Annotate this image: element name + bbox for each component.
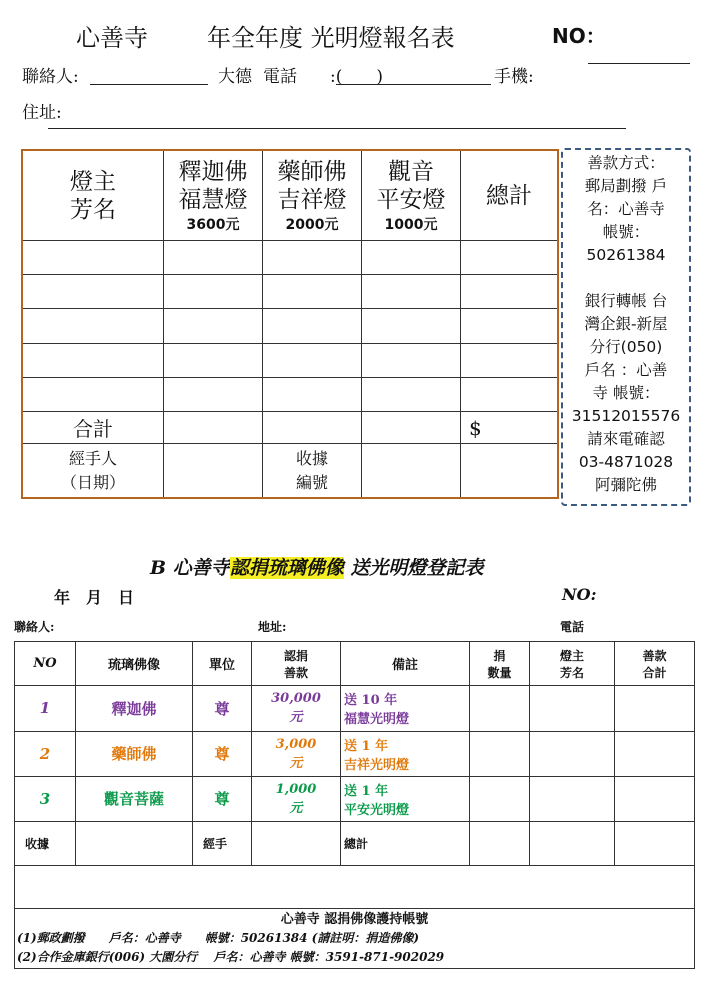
row-remark: 送 1 年 平安光明燈 [341, 776, 470, 821]
row-no: 3 [15, 776, 76, 821]
row-remark: 送 10 年 福慧光明燈 [341, 686, 470, 731]
donation-line: 帳號： [602, 223, 650, 241]
blank-row[interactable] [15, 866, 695, 908]
dollar-sign: $ [461, 411, 559, 443]
phone-label: 電話 [263, 67, 297, 87]
header-remark: 備註 [341, 642, 470, 686]
handler-label: 經手 [193, 822, 252, 866]
header-lamp-guanyin: 觀音 平安燈 1000元 [362, 150, 461, 241]
handler-row [22, 444, 558, 498]
row-unit: 尊 [193, 776, 252, 821]
form-number-field[interactable] [588, 63, 690, 64]
form2-contact-label: 聯絡人: [14, 620, 55, 634]
table-row[interactable] [22, 309, 558, 343]
form2-title: B 心善寺認捐琉璃佛像 送光明燈登記表 [150, 557, 484, 579]
row-unit: 尊 [193, 686, 252, 731]
row-statue: 觀音菩薩 [76, 776, 193, 821]
row-no: 1 [15, 686, 76, 731]
row-remark: 送 1 年 吉祥光明燈 [341, 731, 470, 776]
header-lamp-shakyamuni: 釋迦佛 福慧燈 3600元 [164, 150, 263, 241]
donation-line: 郵局劃撥 戶 [584, 177, 668, 195]
table-row[interactable] [15, 686, 695, 731]
table-row[interactable] [22, 343, 558, 377]
header-statue: 琉璃佛像 [76, 642, 193, 686]
header-donor: 燈主 芳名 [22, 150, 164, 241]
donation-line: 戶名 ：心善 [584, 361, 668, 379]
lamp-registration-table [21, 149, 559, 499]
dade-label: 大德 [218, 67, 252, 87]
header-pledge: 認捐 善款 [252, 642, 341, 686]
account-info-row [15, 908, 695, 968]
handler-label: 經手人 （日期） [22, 444, 164, 498]
subtotal-label: 合計 [22, 411, 164, 443]
row-no: 2 [15, 731, 76, 776]
header-no: NO [15, 642, 76, 686]
address-field[interactable] [48, 128, 626, 129]
total-label: 總計 [341, 822, 470, 866]
account-title: 心善寺 認捐佛像護持帳號 [280, 911, 429, 927]
header-total: 總計 [461, 150, 559, 241]
row-unit: 尊 [193, 731, 252, 776]
donation-line: 分行(050) [589, 338, 663, 356]
donation-line: 阿彌陀佛 [594, 476, 657, 494]
table-row[interactable] [22, 377, 558, 411]
donation-line: 03-4871028 [578, 453, 674, 471]
donation-line: 31512015576 [571, 407, 681, 425]
header-donor: 燈主 芳名 [530, 642, 615, 686]
account-line-2: (2)合作金庫銀行(006) 大園分行 戶名：心善寺 帳號：3591-871-902029 [17, 949, 445, 964]
row-amount: 1,000 元 [252, 776, 341, 821]
header-sum: 善款 合計 [615, 642, 695, 686]
form2-number-label: NO: [562, 585, 597, 604]
phone-field[interactable] [336, 84, 491, 85]
address-label: 住址: [22, 103, 62, 123]
header-qty: 捐 數量 [470, 642, 530, 686]
contact-field[interactable] [90, 84, 208, 85]
donation-line: 50261384 [586, 246, 666, 264]
donation-line: 灣企銀-新屋 [584, 315, 668, 333]
table-row[interactable] [22, 241, 558, 275]
donation-line: 請來電確認 [587, 430, 665, 448]
table-row[interactable] [15, 731, 695, 776]
header-lamp-medicine: 藥師佛 吉祥燈 2000元 [263, 150, 362, 241]
donation-line: 名：心善寺 [587, 200, 665, 218]
donation-method-box [561, 148, 691, 506]
row-amount: 3,000 元 [252, 731, 341, 776]
receipt-number-label: 收據 編號 [263, 444, 362, 498]
footer-row [15, 822, 695, 866]
form-title: 年全年度 光明燈報名表 [207, 24, 455, 52]
temple-name: 心善寺 [76, 24, 148, 52]
subtotal-row [22, 411, 558, 443]
form-number-label: NO： [552, 24, 606, 48]
donation-line: 銀行轉帳 台 [584, 292, 668, 310]
receipt-label: 收據 [15, 822, 76, 866]
form2-phone-label: 電話 [560, 620, 585, 634]
contact-label: 聯絡人: [22, 67, 79, 87]
table-row[interactable] [22, 275, 558, 309]
row-statue: 藥師佛 [76, 731, 193, 776]
table-row[interactable] [15, 776, 695, 821]
phone-paren: :( ) [330, 67, 383, 87]
form2-date: 年 月 日 [54, 588, 135, 607]
header-unit: 單位 [193, 642, 252, 686]
row-statue: 釋迦佛 [76, 686, 193, 731]
statue-pledge-table [14, 641, 695, 969]
row-amount: 30,000 元 [252, 686, 341, 731]
donation-line: 善款方式： [587, 154, 665, 172]
donation-line [563, 267, 689, 290]
donation-line: 寺 帳號： [592, 384, 660, 402]
form2-address-label: 地址: [258, 620, 287, 634]
account-line-1: (1)郵政劃撥 戶名：心善寺 帳號：50261384 (請註明：捐造佛像) [17, 930, 420, 945]
mobile-label: 手機: [494, 67, 534, 87]
